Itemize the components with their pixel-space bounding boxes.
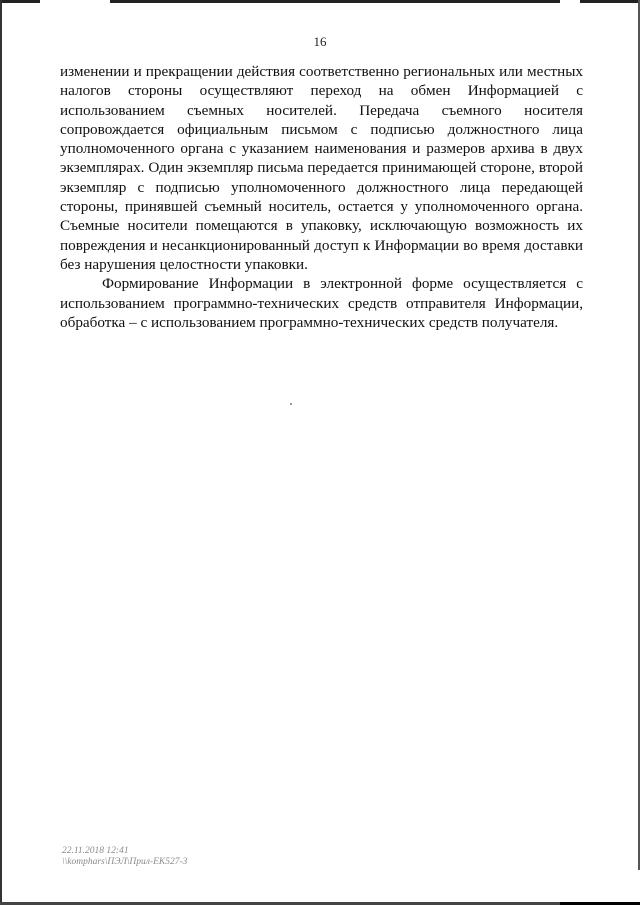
stamp-file-path: \\komphars\ПЭЛ\Прил-ЕК527-3 bbox=[62, 856, 188, 867]
scan-border-gap bbox=[40, 0, 110, 3]
paragraph-continuation: изменении и прекращении действия соответственно региональных или местных налогов стороны осуществляют переход на обмен Информацией с использованием съемных носителей. Передача съемного носителя сопровождается официальным письмом с подписью должностного лица уполномоченного органа с указанием наименования и размеров архива в двух экземплярах. Один экземпляр письма передается принимающей стороне, второй экземпляр с подписью уполномоченного должностного лица передающей стороны, принявшей съемный носитель, остается у уполномоченного органа. Съемные носители помещаются в упаковку, исключающую возможность их повреждения и несанкционированный доступ к Информации во время доставки без нарушения целостности упаковки. bbox=[60, 63, 583, 273]
page-number: 16 bbox=[313, 34, 327, 49]
scan-border-top bbox=[0, 0, 640, 3]
footer-stamp bbox=[62, 846, 187, 867]
paragraph: Формирование Информации в электронной форме осуществляется с использованием программно-технических средств отправителя Информации, обработка – с использованием программно-технических средств получателя. bbox=[60, 275, 583, 331]
document-body bbox=[60, 62, 583, 332]
scan-border-gap bbox=[560, 0, 580, 3]
scan-speck bbox=[290, 403, 292, 405]
scan-border-left bbox=[0, 0, 2, 905]
stamp-datetime: 22.11.2018 12:41 bbox=[62, 846, 129, 856]
